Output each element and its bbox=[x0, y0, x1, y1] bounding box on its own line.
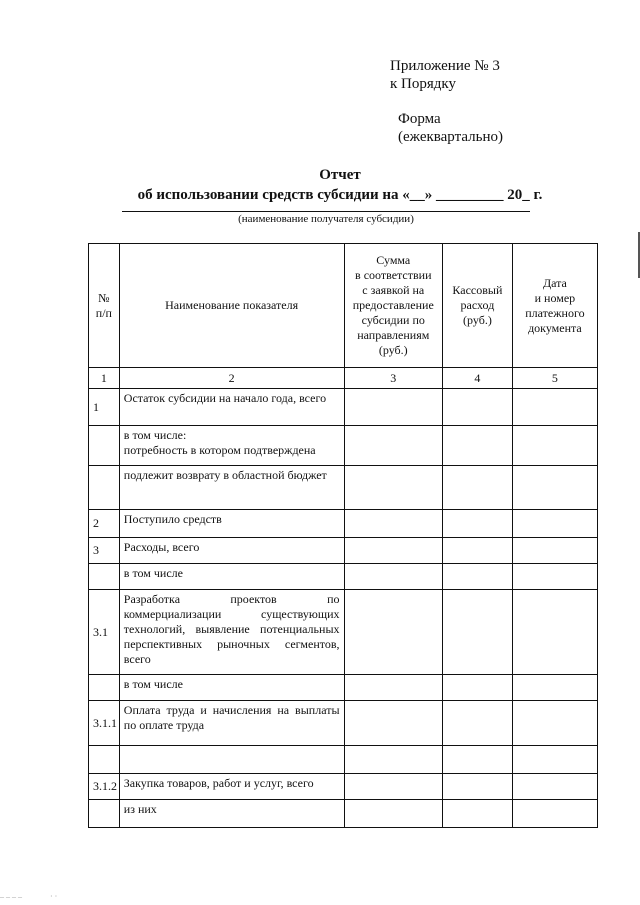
report-table-body bbox=[89, 389, 598, 828]
row-indicator-name: из них bbox=[119, 800, 344, 828]
cash-expense-cell[interactable] bbox=[443, 389, 513, 426]
payment-document-cell[interactable] bbox=[512, 426, 597, 466]
table-header-row bbox=[89, 244, 598, 368]
cash-expense-cell[interactable] bbox=[443, 466, 513, 510]
header-number: № п/п bbox=[89, 244, 120, 368]
form-frequency: (ежеквартально) bbox=[398, 129, 503, 145]
column-number: 2 bbox=[119, 368, 344, 389]
cash-expense-cell[interactable] bbox=[443, 746, 513, 774]
form-label bbox=[398, 110, 503, 146]
row-indicator-name: Остаток субсидии на начало года, всего bbox=[119, 389, 344, 426]
row-indicator-name bbox=[119, 746, 344, 774]
payment-document-cell[interactable] bbox=[512, 774, 597, 800]
row-number: 3.1.1 bbox=[89, 701, 120, 746]
recipient-name-line bbox=[122, 211, 530, 212]
row-number bbox=[89, 466, 120, 510]
row-indicator-name: Поступило средств bbox=[119, 510, 344, 538]
row-number bbox=[89, 675, 120, 701]
payment-document-cell[interactable] bbox=[512, 800, 597, 828]
table-row bbox=[89, 426, 598, 466]
payment-document-cell[interactable] bbox=[512, 389, 597, 426]
requested-amount-cell[interactable] bbox=[344, 590, 443, 675]
table-row bbox=[89, 389, 598, 426]
payment-document-cell[interactable] bbox=[512, 590, 597, 675]
payment-document-cell[interactable] bbox=[512, 746, 597, 774]
column-number: 1 bbox=[89, 368, 120, 389]
payment-document-cell[interactable] bbox=[512, 466, 597, 510]
column-number: 5 bbox=[512, 368, 597, 389]
row-indicator-name: в том числе bbox=[119, 675, 344, 701]
table-row bbox=[89, 510, 598, 538]
row-indicator-name: Закупка товаров, работ и услуг, всего bbox=[119, 774, 344, 800]
row-number bbox=[89, 426, 120, 466]
row-number bbox=[89, 746, 120, 774]
header-cash-expense: Кассовый расход (руб.) bbox=[443, 244, 513, 368]
recipient-caption: (наименование получателя субсидии) bbox=[238, 213, 414, 225]
payment-document-cell[interactable] bbox=[512, 538, 597, 564]
cash-expense-cell[interactable] bbox=[443, 510, 513, 538]
column-number-row bbox=[89, 368, 598, 389]
row-number: 3 bbox=[89, 538, 120, 564]
table-row bbox=[89, 701, 598, 746]
row-indicator-name: Расходы, всего bbox=[119, 538, 344, 564]
table-row bbox=[89, 800, 598, 828]
header-indicator-name: Наименование показателя bbox=[119, 244, 344, 368]
payment-document-cell[interactable] bbox=[512, 564, 597, 590]
row-number: 3.1.2 bbox=[89, 774, 120, 800]
row-number: 1 bbox=[89, 389, 120, 426]
table-row bbox=[89, 466, 598, 510]
requested-amount-cell[interactable] bbox=[344, 510, 443, 538]
requested-amount-cell[interactable] bbox=[344, 538, 443, 564]
cash-expense-cell[interactable] bbox=[443, 426, 513, 466]
table-row bbox=[89, 675, 598, 701]
report-title bbox=[60, 165, 620, 205]
header-payment-document: Дата и номер платежного документа bbox=[512, 244, 597, 368]
row-number: 3.1 bbox=[89, 590, 120, 675]
row-number bbox=[89, 564, 120, 590]
row-indicator-name: в том числе: потребность в котором подтверждена bbox=[119, 426, 344, 466]
cash-expense-cell[interactable] bbox=[443, 564, 513, 590]
row-indicator-name: подлежит возврату в областной бюджет bbox=[119, 466, 344, 510]
requested-amount-cell[interactable] bbox=[344, 389, 443, 426]
payment-document-cell[interactable] bbox=[512, 510, 597, 538]
requested-amount-cell[interactable] bbox=[344, 774, 443, 800]
row-indicator-name: в том числе bbox=[119, 564, 344, 590]
table-row bbox=[89, 774, 598, 800]
cash-expense-cell[interactable] bbox=[443, 675, 513, 701]
row-indicator-name: Разработка проектов по коммерциализации существующих технологий, выявление потенциальных перспективных рыночных сегментов, всего bbox=[119, 590, 344, 675]
row-indicator-name: Оплата труда и начисления на выплаты по оплате труда bbox=[119, 701, 344, 746]
appendix-reference bbox=[390, 57, 500, 93]
report-title-line2: об использовании средств субсидии на «__» _________ 20_ г. bbox=[137, 187, 543, 203]
report-title-line1: Отчет bbox=[319, 167, 361, 183]
form-title: Форма bbox=[398, 111, 441, 127]
requested-amount-cell[interactable] bbox=[344, 800, 443, 828]
table-row bbox=[89, 564, 598, 590]
appendix-procedure: к Порядку bbox=[390, 76, 456, 92]
table-row bbox=[89, 538, 598, 564]
cash-expense-cell[interactable] bbox=[443, 590, 513, 675]
row-number bbox=[89, 800, 120, 828]
report-table bbox=[88, 243, 598, 828]
requested-amount-cell[interactable] bbox=[344, 466, 443, 510]
cash-expense-cell[interactable] bbox=[443, 538, 513, 564]
requested-amount-cell[interactable] bbox=[344, 746, 443, 774]
column-number: 4 bbox=[443, 368, 513, 389]
cash-expense-cell[interactable] bbox=[443, 774, 513, 800]
cash-expense-cell[interactable] bbox=[443, 800, 513, 828]
payment-document-cell[interactable] bbox=[512, 701, 597, 746]
row-number: 2 bbox=[89, 510, 120, 538]
page-footer-marks: ‒ ‒ ‒ ‒ · · bbox=[0, 892, 58, 901]
column-number: 3 bbox=[344, 368, 443, 389]
requested-amount-cell[interactable] bbox=[344, 426, 443, 466]
header-requested-amount: Сумма в соответствии с заявкой на предоставление субсидии по направлениям (руб.) bbox=[344, 244, 443, 368]
payment-document-cell[interactable] bbox=[512, 675, 597, 701]
table-row bbox=[89, 746, 598, 774]
table-row bbox=[89, 590, 598, 675]
requested-amount-cell[interactable] bbox=[344, 701, 443, 746]
requested-amount-cell[interactable] bbox=[344, 564, 443, 590]
cash-expense-cell[interactable] bbox=[443, 701, 513, 746]
appendix-number: Приложение № 3 bbox=[390, 58, 500, 74]
requested-amount-cell[interactable] bbox=[344, 675, 443, 701]
